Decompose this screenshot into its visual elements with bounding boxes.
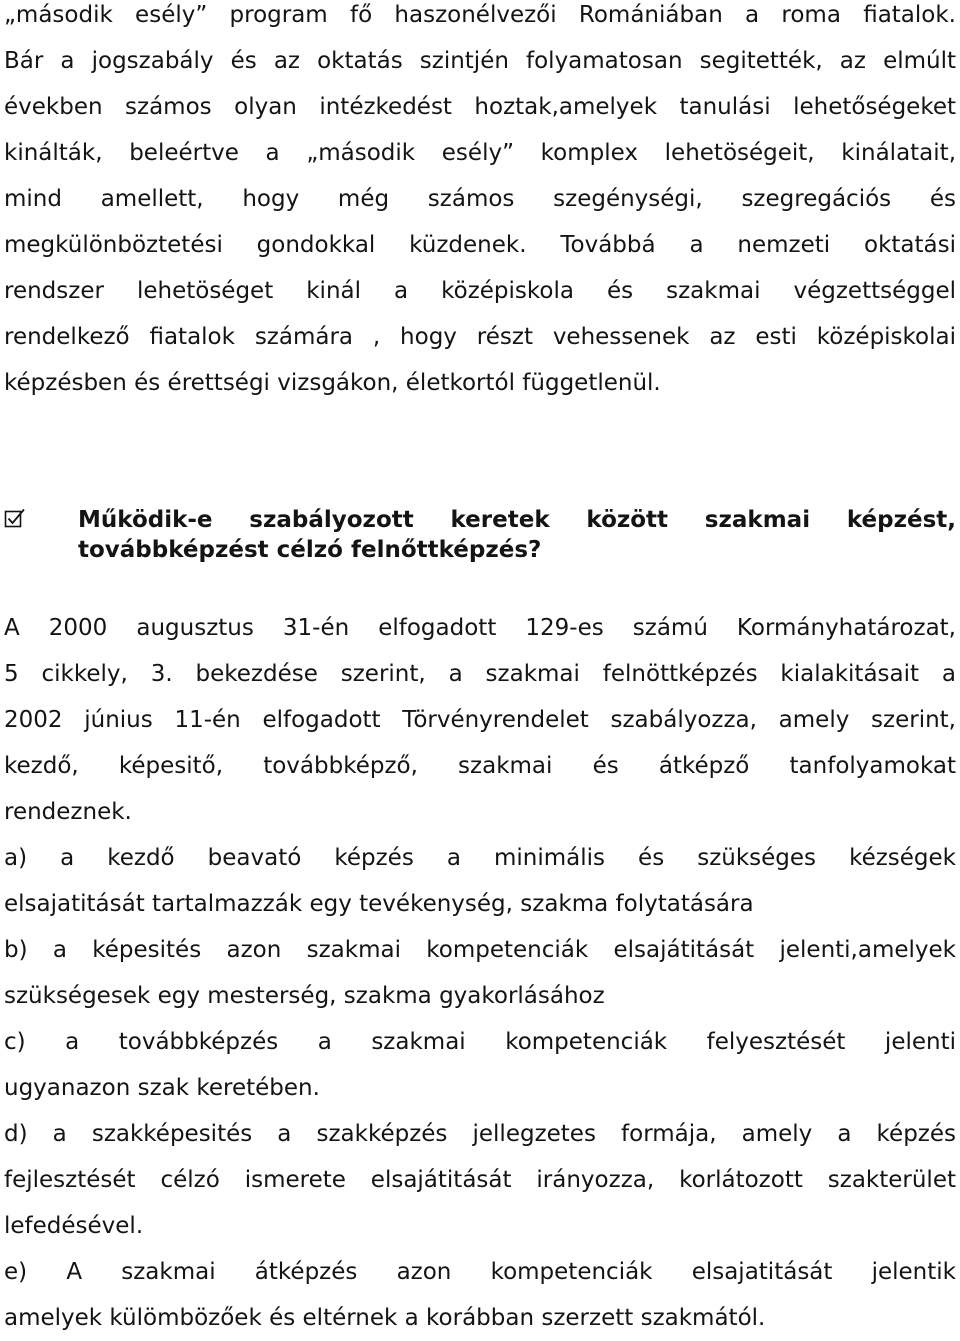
intro-line-1: „második esély” program fő haszonélvezői Romániában a roma fiatalok. <box>4 2 956 28</box>
answer-line-5: rendeznek. <box>4 799 132 825</box>
list-item-c-line-2: ugyanazon szak keretében. <box>4 1075 320 1101</box>
intro-line-6: megkülönböztetési gondokkal küzdenek. Továbbá a nemzeti oktatási <box>4 232 956 258</box>
question-heading-line-1: Működik-e szabályozott keretek között szakmai képzést, <box>78 507 956 533</box>
list-item-b-line-2: szükségesek egy mesterség, szakma gyakorlásához <box>4 983 605 1009</box>
list-item-d-line-1: d) a szakképesités a szakképzés jellegzetes formája, amely a képzés <box>4 1121 956 1147</box>
answer-line-2: 5 cikkely, 3. bekezdése szerint, a szakmai felnöttképzés kialakitásait a <box>4 661 956 687</box>
question-heading-line-2: továbbképzést célzó felnőttképzés? <box>78 537 542 563</box>
answer-line-4: kezdő, képesitő, továbbképző, szakmai és átképző tanfolyamokat <box>4 753 956 779</box>
intro-line-2: Bár a jogszabály és az oktatás szintjén folyamatosan segitették, az elmúlt <box>4 48 956 74</box>
list-item-b-line-1: b) a képesités azon szakmai kompetenciák elsajátitását jelenti,amelyek <box>4 937 956 963</box>
list-item-d-line-2: fejlesztését célzó ismerete elsajátitását irányozza, korlátozott szakterület <box>4 1167 956 1193</box>
list-item-e-line-2: amelyek külömbözőek és eltérnek a korábban szerzett szakmától. <box>4 1305 766 1331</box>
answer-line-1: A 2000 augusztus 31-én elfogadott 129-es számú Kormányhatározat, <box>4 615 956 641</box>
intro-line-5: mind amellett, hogy még számos szegénységi, szegregációs és <box>4 186 956 212</box>
intro-line-9: képzésben és érettségi vizsgákon, életkortól függetlenül. <box>4 370 661 396</box>
list-item-e-line-1: e) A szakmai átképzés azon kompetenciák elsajatitását jelentik <box>4 1259 956 1285</box>
checkbox-checked-icon <box>4 507 26 529</box>
list-item-d-line-3: lefedésével. <box>4 1213 144 1239</box>
list-item-c-line-1: c) a továbbképzés a szakmai kompetenciák felyesztését jelenti <box>4 1029 956 1055</box>
intro-line-3: években számos olyan intézkedést hoztak,amelyek tanulási lehetőségeket <box>4 94 956 120</box>
intro-line-7: rendszer lehetöséget kinál a középiskola és szakmai végzettséggel <box>4 278 956 304</box>
intro-line-4: kinálták, beleértve a „második esély” komplex lehetöségeit, kinálatait, <box>4 140 956 166</box>
intro-line-8: rendelkező fiatalok számára , hogy részt vehessenek az esti középiskolai <box>4 324 956 350</box>
list-item-a-line-2: elsajatitását tartalmazzák egy tevékenység, szakma folytatására <box>4 891 754 917</box>
answer-line-3: 2002 június 11-én elfogadott Törvényrendelet szabályozza, amely szerint, <box>4 707 956 733</box>
list-item-a-line-1: a) a kezdő beavató képzés a minimális és szükséges kézségek <box>4 845 956 871</box>
